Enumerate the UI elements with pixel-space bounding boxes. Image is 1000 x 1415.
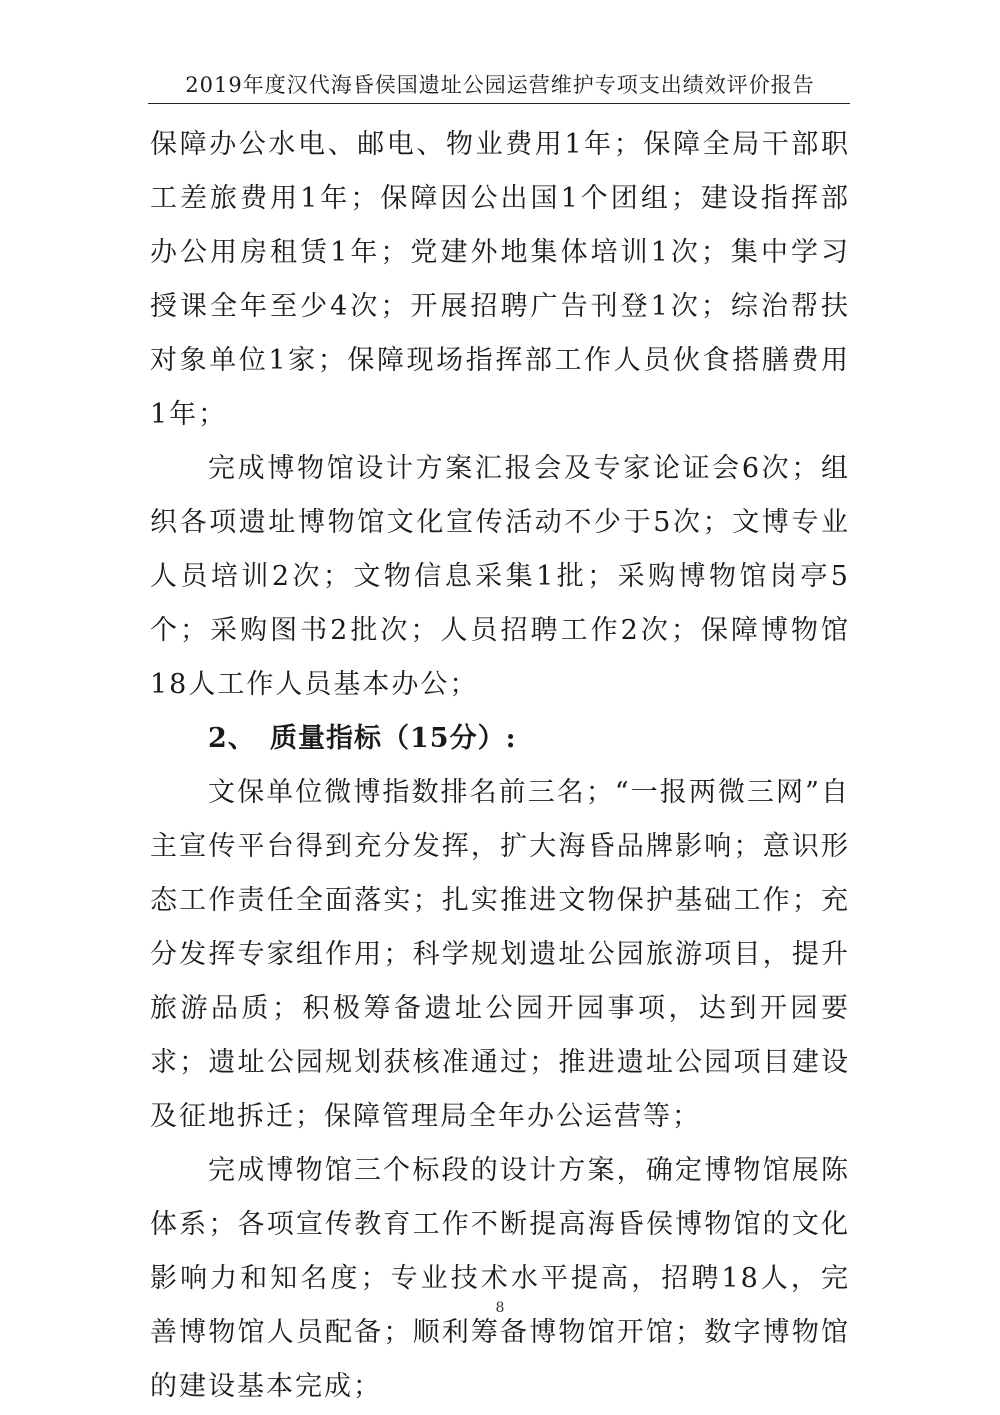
page-number: 8 (495, 1300, 505, 1316)
page-header-title: 2019年度汉代海昏侯国遗址公园运营维护专项支出绩效评价报告 (185, 73, 815, 97)
paragraph-quantity-continued: 保障办公水电、邮电、物业费用1年；保障全局干部职工差旅费用1年；保障因公出国1个团组；建设指挥部办公用房租赁1年；党建外地集体培训1次；集中学习授课全年至少4次；开展招聘广告刊登1次；综治帮扶对象单位1家；保障现场指挥部工作人员伙食搭膳费用1年； (150, 129, 850, 430)
section-number: 2、 (208, 723, 256, 754)
paragraph-museum-quantity: 完成博物馆设计方案汇报会及专家论证会6次；组织各项遗址博物馆文化宣传活动不少于5次；文博专业人员培训2次；文物信息采集1批；采购博物馆岗亭5个；采购图书2批次；人员招聘工作2次；保障博物馆18人工作人员基本办公； (150, 453, 850, 700)
document-body (150, 118, 850, 1414)
section-title: 质量指标（15分）: (270, 723, 517, 754)
paragraph-quality-targets: 文保单位微博指数排名前三名；“一报两微三网”自主宣传平台得到充分发挥，扩大海昏品牌影响；意识形态工作责任全面落实；扎实推进文物保护基础工作；充分发挥专家组作用；科学规划遗址公园旅游项目，提升旅游品质；积极筹备遗址公园开园事项，达到开园要求；遗址公园规划获核准通过；推进遗址公园项目建设及征地拆迁；保障管理局全年办公运营等； (150, 777, 850, 1132)
header-divider (148, 103, 850, 104)
paragraph-museum-quality: 完成博物馆三个标段的设计方案，确定博物馆展陈体系；各项宣传教育工作不断提高海昏侯博物馆的文化影响力和知名度；专业技术水平提高，招聘18人，完善博物馆人员配备；顺利筹备博物馆开馆；数字博物馆的建设基本完成； (150, 1155, 850, 1402)
section-heading-quality (150, 712, 850, 766)
